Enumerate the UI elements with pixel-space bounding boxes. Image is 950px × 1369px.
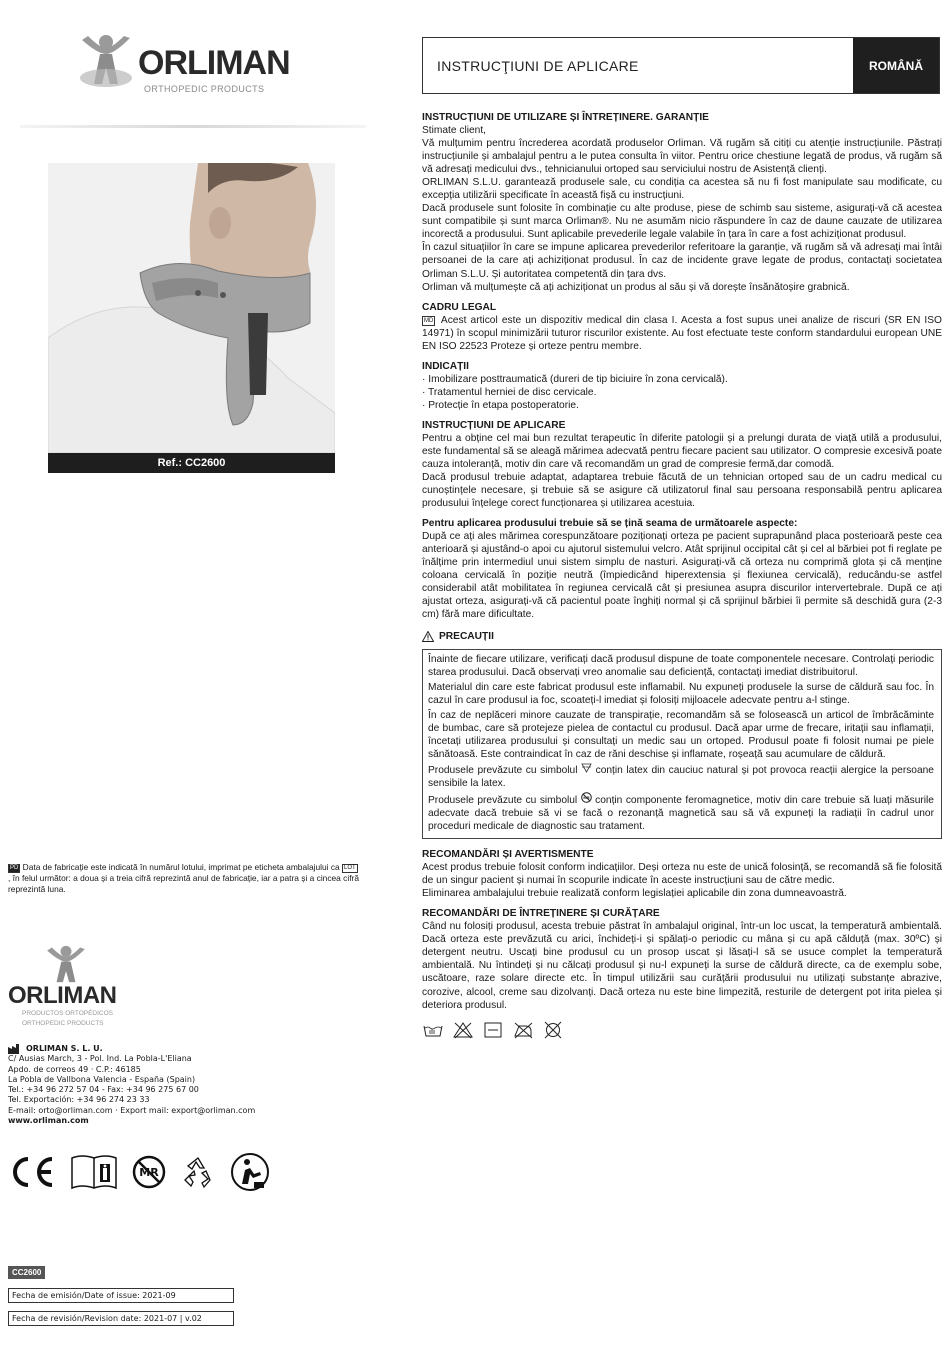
brand-logo-bottom xyxy=(8,944,168,1034)
lot-icon: LOT xyxy=(344,865,356,871)
section-heading-intro: INSTRUCȚIUNI DE UTILIZARE ȘI ÎNTREȚINERE. GARANȚIE xyxy=(422,112,709,123)
company-name: ORLIMAN S. L. U. xyxy=(26,1044,103,1053)
cervical-collar-photo xyxy=(48,163,335,453)
recycle-icon xyxy=(180,1155,216,1189)
no-dry-clean-icon xyxy=(542,1021,564,1039)
application-paragraph: Pentru a obține cel mai bun rezultat terapeutic în diferite patologii și a prelungi durata de viață utilă a produsului, este fundamental să se aleagă mărimea adecvată pentru fiecare pacient sau utilizator. O compresie excesivă poate cauza intoleranță, motiv din care vă recomandăm un grad de compresie fermă,dar comodă. xyxy=(422,432,942,470)
precautions-box xyxy=(422,649,942,840)
greeting: Stimate client, xyxy=(422,125,486,136)
brand-tagline-en: ORTHOPEDIC PRODUCTS xyxy=(22,1020,104,1027)
care-icons xyxy=(422,1021,942,1039)
precaution-paragraph xyxy=(428,792,934,833)
mr-text-a: Produsele prevăzute cu simbolul xyxy=(428,795,578,807)
indications-list xyxy=(422,373,942,412)
address-line: C/ Ausias March, 3 - Pol. Ind. La Pobla-L'Eliana xyxy=(8,1054,192,1064)
no-iron-icon xyxy=(512,1021,534,1039)
brand-logo-top xyxy=(78,26,318,96)
page-title: INSTRUCŢIUNI DE APLICARE xyxy=(437,58,639,74)
website-link[interactable]: www.orliman.com xyxy=(8,1116,89,1126)
application-steps: După ce ați ales mărimea corespunzătoare poziționați orteza pe pacient suprapunând placa posterioară peste cea anterioară și ajustând-o apoi cu ajutorul sistemului velcro. Atât sprijinul occipital cât și cel al bărbiei pot fi reglate pe înălțime prin intermediul unui sistem simplu de nasturi. Asigurați-vă că orteza nu comprimă glota și că menține coloana cervicală în poziție neutră (împiedicând hiperextensia și flexiunea cervicală), reducându-se astfel considerabil atât mobilitatea în regiunea cervicală cât și presiunea asupra discurilor intervertebrale. După ce ați ajustat orteza, asigurați-vă că pacientul poate înghiți normal și că sprijinul bărbiei îi permite să deschidă gura (2-3 cm) fără mare dificultate. xyxy=(422,531,942,621)
precautions-title: PRECAUȚII xyxy=(439,630,494,642)
brand-wordmark: ORLIMAN xyxy=(138,44,290,82)
manufacturer-line xyxy=(8,1044,255,1054)
manufacturing-date-note xyxy=(8,862,360,894)
section-heading-recommendations: RECOMANDĂRI ȘI AVERTISMENTE xyxy=(422,849,594,861)
mr-unsafe-small-icon xyxy=(581,792,592,803)
pd-icon: PD xyxy=(10,865,19,871)
md-icon: MD xyxy=(424,317,434,324)
language-badge: ROMÂNĂ xyxy=(853,38,939,93)
disposal-text: Eliminarea ambalajului trebuie realizată conform legislației aplicabile din zona dumneavoastră. xyxy=(422,888,847,900)
intro-paragraph: Orliman vă mulțumește că ați achiziționat un produs al său și vă dorește însănătoșire grabnică. xyxy=(422,281,850,293)
latex-text-a: Produsele prevăzute cu simbolul xyxy=(428,764,578,776)
legal-body: Acest articol este un dispozitiv medical din clasa I. Acesta a fost supus unei analize de riscuri (SR EN ISO 14971) în scopul minimizării tuturor riscurilor existente. Au fost efectuate teste conform standardului european UNE EN ISO 22523 Proteze și orteze pentru membre. xyxy=(422,314,942,352)
address-line: La Pobla de Vallbona Valencia - España (Spain) xyxy=(8,1074,196,1084)
ce-mark-icon xyxy=(8,1155,56,1189)
legal-text xyxy=(422,314,942,353)
dry-flat-icon xyxy=(482,1021,504,1039)
application-paragraph: Dacă produsul trebuie adaptat, adaptarea trebuie făcută de un tehnician ortoped sau de un cadru medical cu cunoștințele necesare, și trebuie să se asigure că utilizatorul final sau persoana responsabilă pentru aplicarea produsului înțelege corect funcționarea și utilizarea acestuia. xyxy=(422,472,942,510)
product-photo xyxy=(48,163,335,453)
mr-text-b: conțin componente feromagnetice, motiv din care trebuie să luați măsurile adecvate dacă trebuie să vi se facă o rezonanță magnetică sau să vă expuneți la radiații în cadrul unor proceduri medicale de diagnostic sau tratament. xyxy=(428,795,934,833)
brand-tagline: ORTHOPEDIC PRODUCTS xyxy=(144,84,265,94)
orliman-figure-icon xyxy=(44,944,88,984)
note-text-b: , în felul următor: a doua și a treia cifră reprezintă anul de fabricație, iar a patra și a cincea cifră reprezintă luna. xyxy=(8,873,359,894)
section-heading-care: RECOMANDĂRI DE ÎNTREȚINERE ȘI CURĂȚARE xyxy=(422,908,660,920)
issue-date: Fecha de emisión/Date of issue: 2021-09 xyxy=(8,1288,234,1303)
recommendations-text: Acest produs trebuie folosit conform indicațiilor. Deși orteza nu este de unică folosință, se recomandă să fie folosită de un singur pacient și numai în scopurile indicate în aceste instrucțiuni sau de către medic. xyxy=(422,862,942,887)
regulatory-symbols xyxy=(8,1152,270,1192)
address-line: Apdo. de correos 49 · C.P.: 46185 xyxy=(8,1064,141,1074)
intro-paragraph: Vă mulțumim pentru încrederea acordată produselor Orliman. Vă rugăm să citiți cu atenție instrucțiunile. Păstrați instrucțiunile și ambalajul pentru a le putea consulta în viitor. Pentru orice chestiune legată de produs, vă rugăm să vă adresați medicului dvs., tehnicianului ortoped sau serviciului nostru de Asistență clienți. xyxy=(422,138,942,176)
warning-icon xyxy=(422,631,434,642)
main-content xyxy=(422,111,942,1039)
section-heading-application: INSTRUCȚIUNI DE APLICARE xyxy=(422,419,566,431)
note-text-a: Data de fabricație este indicată în numărul lotului, imprimat pe eticheta ambalajului ca xyxy=(22,862,340,872)
instructions-icon xyxy=(70,1154,118,1190)
list-item: · Imobilizare posttraumatică (dureri de tip biciuire în zona cervicală). xyxy=(422,373,942,386)
product-code-badge: CC2600 xyxy=(8,1266,45,1279)
latex-icon xyxy=(581,763,592,773)
application-subheading: Pentru aplicarea produsului trebuie să se țină seama de următoarele aspecte: xyxy=(422,518,798,530)
product-ref-label: Ref.: CC2600 xyxy=(48,453,335,473)
orliman-figure-icon xyxy=(78,32,134,92)
precautions-heading xyxy=(422,630,942,643)
latex-text-b: conțin latex din cauciuc natural și pot provoca reacții alergice la persoane sensibile la latex. xyxy=(428,764,934,789)
svg-text:MR: MR xyxy=(583,795,590,801)
no-bleach-icon xyxy=(452,1021,474,1039)
intro-paragraph: În cazul situațiilor în care se impune aplicarea prevederilor referitoare la garanție, vă rugăm să vă adresați mai întâi persoanei de la care ați achiziționat produsul. În caz de incidente grave legate de produs, contactați societatea Orliman S.L.U. Și autoritatea competentă din țara dvs. xyxy=(422,242,942,280)
care-text: Când nu folosiți produsul, acesta trebuie păstrat în ambalajul original, într-un loc uscat, la temperatură ambientală. Dacă orteza este prevăzută cu arici, închideți-i și spălați-o periodic cu mâna și cu apă călduță (max. 30ºC) și detergent neutru. Uscați bine produsul cu un prosop uscat și lăsați-l să se usuce complet la temperatură ambientală. Nu întindeți și nu călcați produsul și nu-l expuneți la surse de căldură directe, ca de exemplu sobe, uscătoare, raze solare directe etc. În timpul utilizării sau curățării produsului nu utilizați substanțe abrazive, corozive, alcool, creme sau dizolvanți. Dacă orteza nu este bine limpezită, resturile de detergent pot irita pielea și deteriora produsul. xyxy=(422,921,942,1011)
brand-wordmark: ORLIMAN xyxy=(8,982,117,1009)
address-line: Tel.: +34 96 272 57 04 - Fax: +34 96 275 67 00 xyxy=(8,1085,199,1095)
mr-unsafe-icon xyxy=(132,1155,166,1189)
section-heading-legal: CADRU LEGAL xyxy=(422,301,497,313)
brand-tagline-es: PRODUCTOS ORTOPÉDICOS xyxy=(22,1010,114,1017)
intro-paragraph: ORLIMAN S.L.U. garantează produsele sale, cu condiția ca acestea să nu fi fost manipulate sau modificate, cu excepția utilizării specificate în această fișă cu instrucțiuni. xyxy=(422,177,942,202)
precaution-paragraph: În caz de neplăceri minore cauzate de transpirație, recomandăm să se folosească un articol de îmbrăcăminte de bumbac, care să protejeze pielea de contactul cu produsul. Dacă apar urme de frecare, iritații sau inflamații, încetați utilizarea produsului și consultați un medic sau un ortoped. Produsul poate fi folosit numai pe piele sănătoasă. Este contraindicat în caz de răni deschise și inflamate, roșeață sau acumulare de căldură. xyxy=(428,709,934,760)
section-heading-indications: INDICAȚII xyxy=(422,360,469,372)
company-address xyxy=(8,1044,255,1126)
svg-text:LATEX: LATEX xyxy=(581,764,592,769)
list-item: · Protecție în etapa postoperatorie. xyxy=(422,399,942,412)
precaution-paragraph xyxy=(428,763,934,790)
revision-date: Fecha de revisión/Revision date: 2021-07 | v.02 xyxy=(8,1311,234,1326)
intro-paragraph: Dacă produsele sunt folosite în combinație cu alte produse, piese de schimb sau sisteme, asigurați-vă că acestea sunt compatibile și sunt marca Orliman®. Nu ne asumăm nicio răspundere în caz de daune cauzate de utilizarea incorectă a produsului. Sunt aplicabile prevederile legale valabile în țara în care a fost achiziționat produsul. xyxy=(422,203,942,241)
divider xyxy=(20,125,366,128)
mr-label: MR xyxy=(139,1166,159,1179)
precaution-paragraph: Materialul din care este fabricat produsul este inflamabil. Nu expuneți produsele la surse de căldură sau foc. În cazul în care produsul ia foc, scoateți-l imediat și folosiți mijloacele adecvate pentru a-l stinge. xyxy=(428,681,934,706)
address-line: E-mail: orto@orliman.com · Export mail: export@orliman.com xyxy=(8,1105,256,1115)
header-box xyxy=(422,37,940,94)
manufacturer-icon xyxy=(8,1044,22,1054)
patient-icon xyxy=(230,1152,270,1192)
precaution-paragraph: Înainte de fiecare utilizare, verificați dacă produsul dispune de toate componentele necesare. Controlați periodic starea produsului. Dacă observați vreo anomalie sau deficiență, contactați imediat distribuitorul. xyxy=(428,653,934,678)
list-item: · Tratamentul herniei de disc cervicale. xyxy=(422,386,942,399)
address-line: Tel. Exportación: +34 96 274 23 33 xyxy=(8,1095,150,1105)
hand-wash-icon xyxy=(422,1021,444,1039)
